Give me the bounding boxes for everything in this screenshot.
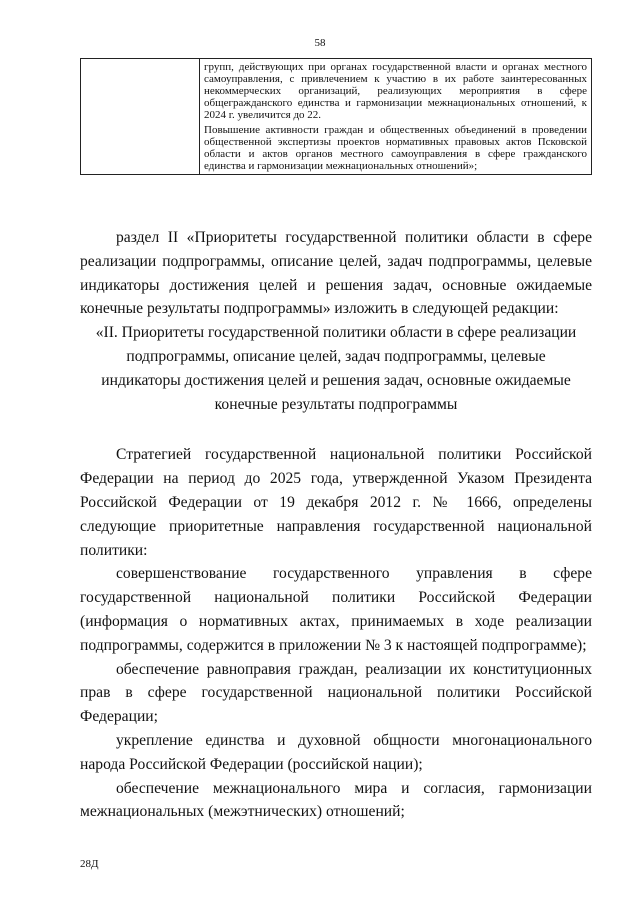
table-cell-empty xyxy=(81,59,200,175)
heading-line: конечные результаты подпрограммы xyxy=(214,395,458,413)
table-row xyxy=(81,59,592,175)
section-heading xyxy=(80,321,592,416)
heading-line: «II. Приоритеты государственной политики области в сфере реализации xyxy=(95,324,577,342)
footer-code: 28Д xyxy=(80,858,99,870)
table-cell-text xyxy=(200,59,592,175)
body-paragraph: обеспечение равноправия граждан, реализации их конституционных прав в сфере государственной национальной политики Российской Федерации; xyxy=(80,660,592,726)
body-paragraph: совершенствование государственного управления в сфере государственной национальной политики Российской Федерации (информация о нормативных актах, принимаемых в ходе реализации подпрограммы, содержится в приложении № 3 к настоящей подпрограмме); xyxy=(80,565,592,654)
page-number: 58 xyxy=(314,37,326,49)
table-paragraph: Повышение активности граждан и общественных объединений в проведении общественной экспертизы проектов нормативных правовых актов Псковской области и актов органов местного самоуправления в сфере гражданского единства и гармонизации межнациональных отношений»; xyxy=(204,124,587,172)
body-paragraph: обеспечение межнационального мира и согласия, гармонизации межнациональных (межэтнических) отношений; xyxy=(80,779,592,821)
intro-paragraph: раздел II «Приоритеты государственной политики области в сфере реализации подпрограммы, описание целей, задач подпрограммы, целевые индикаторы достижения целей и решения задач, основные ожидаемые конечные результаты подпрограммы» изложить в следующей редакции: xyxy=(80,229,592,318)
body-paragraph: укрепление единства и духовной общности многонационального народа Российской Федерации (российской нации); xyxy=(80,731,592,773)
body-paragraph: Стратегией государственной национальной политики Российской Федерации на период до 2025 года, утвержденной Указом Президента Российской Федерации от 19 декабря 2012 г. № 1666, определены следующие приоритетные направления государственной национальной политики: xyxy=(80,446,592,559)
heading-line: подпрограммы, описание целей, задач подпрограммы, целевые xyxy=(126,347,546,365)
heading-line: индикаторы достижения целей и решения задач, основные ожидаемые xyxy=(101,371,571,389)
document-body xyxy=(80,226,592,824)
continuation-table xyxy=(80,58,592,175)
table-paragraph: групп, действующих при органах государственной власти и органах местного самоуправления, с привлечением к участию в их работе заинтересованных некоммерческих организаций, реализующих мероприятия в сфере общегражданского единства и гармонизации межнациональных отношений, к 2024 г. увеличится до 22. xyxy=(204,61,587,121)
